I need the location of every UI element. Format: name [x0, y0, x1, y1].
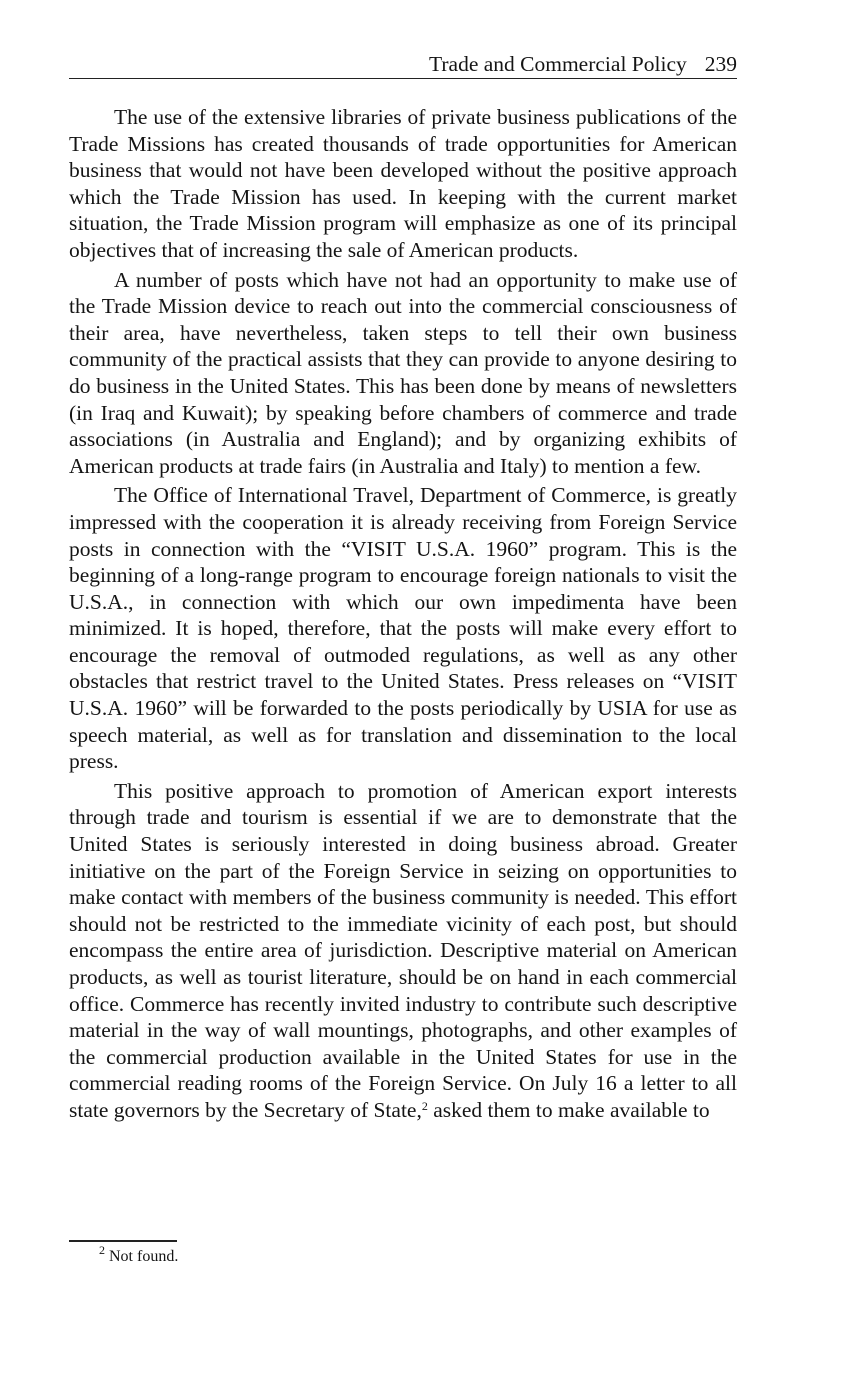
- paragraph-4: [69, 778, 737, 1124]
- footnote-text: Not found.: [105, 1248, 179, 1265]
- paragraph-3: The Office of International Travel, Department of Commerce, is greatly impressed with the cooperation it is already receiving from Foreign Service posts in connection with the “VISIT U.S.A. 1960” program. This is the beginning of a long-range program to encourage foreign nationals to visit the U.S.A., in connection with which our own impedimenta have been minimized. It is hoped, therefore, that the posts will make every effort to encourage the removal of outmoded regulations, as well as any other obstacles that restrict travel to the United States. Press releases on “VISIT U.S.A. 1960” will be forwarded to the posts periodically by USIA for use as speech material, as well as for translation and dissemination to the local press.: [69, 483, 737, 774]
- footnote-marker: 2: [99, 1243, 105, 1257]
- page-number: 239: [704, 52, 737, 76]
- running-title: Trade and Commercial Policy: [428, 52, 687, 76]
- running-head: [69, 50, 737, 79]
- body-text: [69, 104, 737, 1127]
- paragraph-4-tail: asked them to make available to: [427, 1097, 710, 1122]
- footnote: [99, 1243, 179, 1267]
- paragraph-1: The use of the extensive libraries of private business publications of the Trade Missions has created thousands of trade opportunities for American business that would not have been developed without the positive approach which the Trade Mission has used. In keeping with the current market situation, the Trade Mission program will emphasize as one of its principal objectives that of increasing the sale of American products.: [69, 105, 737, 262]
- paragraph-4-text: This positive approach to promotion of American export interests through trade and tourism is essential if we are to demonstrate that the United States is seriously interested in doing business abroad. Greater initiative on the part of the Foreign Service in seizing on opportunities to make contact with members of the business community is needed. This effort should not be restricted to the immediate vicinity of each post, but should encompass the entire area of jurisdiction. Descriptive material on American products, as well as tourist literature, should be on hand in each commercial office. Commerce has recently invited industry to contribute such descriptive material in the way of wall mountings, photographs, and other examples of the commercial production available in the United States for use in the commercial reading rooms of the Foreign Service. On July 16 a letter to all state governors by the Secretary of State,: [69, 778, 737, 1122]
- paragraph-2: A number of posts which have not had an opportunity to make use of the Trade Mission device to reach out into the commercial consciousness of their area, have nevertheless, taken steps to tell their own business community of the practical assists that they can provide to anyone desiring to do business in the United States. This has been done by means of newsletters (in Iraq and Kuwait); by speaking before chambers of commerce and trade associations (in Australia and England); and by organizing exhibits of American products at trade fairs (in Australia and Italy) to mention a few.: [69, 267, 737, 478]
- footnote-rule: [69, 1240, 177, 1242]
- footnote-reference: 2: [421, 1098, 428, 1113]
